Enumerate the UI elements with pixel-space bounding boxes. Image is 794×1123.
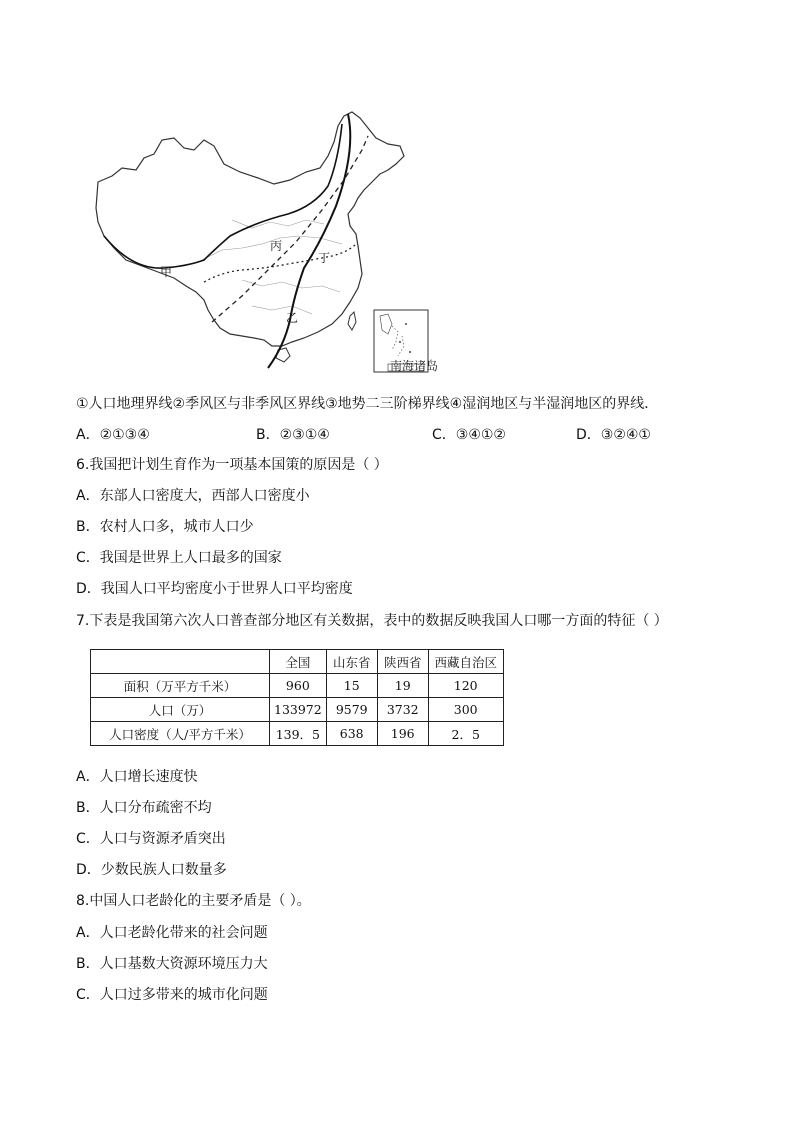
table-cell: 19 bbox=[377, 674, 428, 698]
label-jia: 甲 bbox=[160, 265, 173, 279]
q6-option-b[interactable]: B．农村人口多，城市人口少 bbox=[76, 519, 254, 535]
table-cell: 139．5 bbox=[270, 722, 327, 746]
table-cell: 15 bbox=[326, 674, 377, 698]
table-header-cell: 山东省 bbox=[326, 650, 377, 674]
china-map-figure bbox=[92, 110, 439, 373]
census-table bbox=[90, 649, 504, 746]
table-row bbox=[91, 674, 504, 698]
table-header-row bbox=[91, 650, 504, 674]
table-cell: 2．5 bbox=[428, 722, 503, 746]
table-cell: 9579 bbox=[326, 698, 377, 722]
label-bing: 丙 bbox=[270, 239, 283, 253]
q6-stem: 6.我国把计划生育作为一项基本国策的原因是（ ） bbox=[76, 457, 388, 473]
table-header-cell: 陕西省 bbox=[377, 650, 428, 674]
label-ding: 丁 bbox=[318, 251, 331, 265]
q5-option-c[interactable]: C．③④①② bbox=[432, 427, 506, 443]
q8-option-b[interactable]: B．人口基数大资源环境压力大 bbox=[76, 956, 268, 972]
q6-option-d[interactable]: D．我国人口平均密度小于世界人口平均密度 bbox=[76, 581, 353, 597]
q6-option-a[interactable]: A．东部人口密度大，西部人口密度小 bbox=[76, 488, 310, 504]
q7-option-c[interactable]: C．人口与资源矛盾突出 bbox=[76, 831, 226, 847]
q6-option-c[interactable]: C．我国是世界上人口最多的国家 bbox=[76, 550, 282, 566]
china-outline bbox=[96, 112, 404, 346]
q5-option-d[interactable]: D．③②④① bbox=[576, 427, 651, 443]
table-cell: 960 bbox=[270, 674, 327, 698]
q8-option-a[interactable]: A．人口老龄化带来的社会问题 bbox=[76, 925, 268, 941]
label-yi: 乙 bbox=[286, 311, 299, 325]
table-row bbox=[91, 722, 504, 746]
table-cell: 120 bbox=[428, 674, 503, 698]
q7-option-d[interactable]: D．少数民族人口数量多 bbox=[76, 862, 227, 878]
q5-option-b[interactable]: B．②③①④ bbox=[256, 427, 330, 443]
q5-options bbox=[76, 424, 716, 444]
q7-option-b[interactable]: B．人口分布疏密不均 bbox=[76, 800, 212, 816]
table-cell: 3732 bbox=[377, 698, 428, 722]
table-header-cell bbox=[91, 650, 270, 674]
q7-stem: 7.下表是我国第六次人口普查部分地区有关数据，表中的数据反映我国人口哪一方面的特征（ ） bbox=[76, 613, 668, 629]
south-china-sea-inset bbox=[374, 310, 438, 373]
q5-option-a[interactable]: A．②①③④ bbox=[76, 427, 150, 443]
table-cell: 面积（万平方千米） bbox=[91, 674, 270, 698]
line-bing bbox=[212, 136, 368, 322]
q8-stem: 8.中国人口老龄化的主要矛盾是（ ）。 bbox=[76, 893, 311, 909]
table-cell: 人口（万） bbox=[91, 698, 270, 722]
taiwan-island bbox=[348, 312, 356, 330]
table-row bbox=[91, 698, 504, 722]
table-header-cell: 西藏自治区 bbox=[428, 650, 503, 674]
line-jia bbox=[104, 124, 342, 268]
table-cell: 300 bbox=[428, 698, 503, 722]
table-cell: 196 bbox=[377, 722, 428, 746]
q5-statement: ①人口地理界线②季风区与非季风区界线③地势二三阶梯界线④湿润地区与半湿润地区的界线． bbox=[76, 396, 659, 412]
table-cell: 133972 bbox=[270, 698, 327, 722]
table-header-cell: 全国 bbox=[270, 650, 327, 674]
inset-caption: 南海诸岛 bbox=[390, 359, 439, 373]
table-cell: 638 bbox=[326, 722, 377, 746]
table-cell: 人口密度（人/平方千米） bbox=[91, 722, 270, 746]
q8-option-c[interactable]: C．人口过多带来的城市化问题 bbox=[76, 987, 268, 1003]
q7-option-a[interactable]: A．人口增长速度快 bbox=[76, 769, 198, 785]
